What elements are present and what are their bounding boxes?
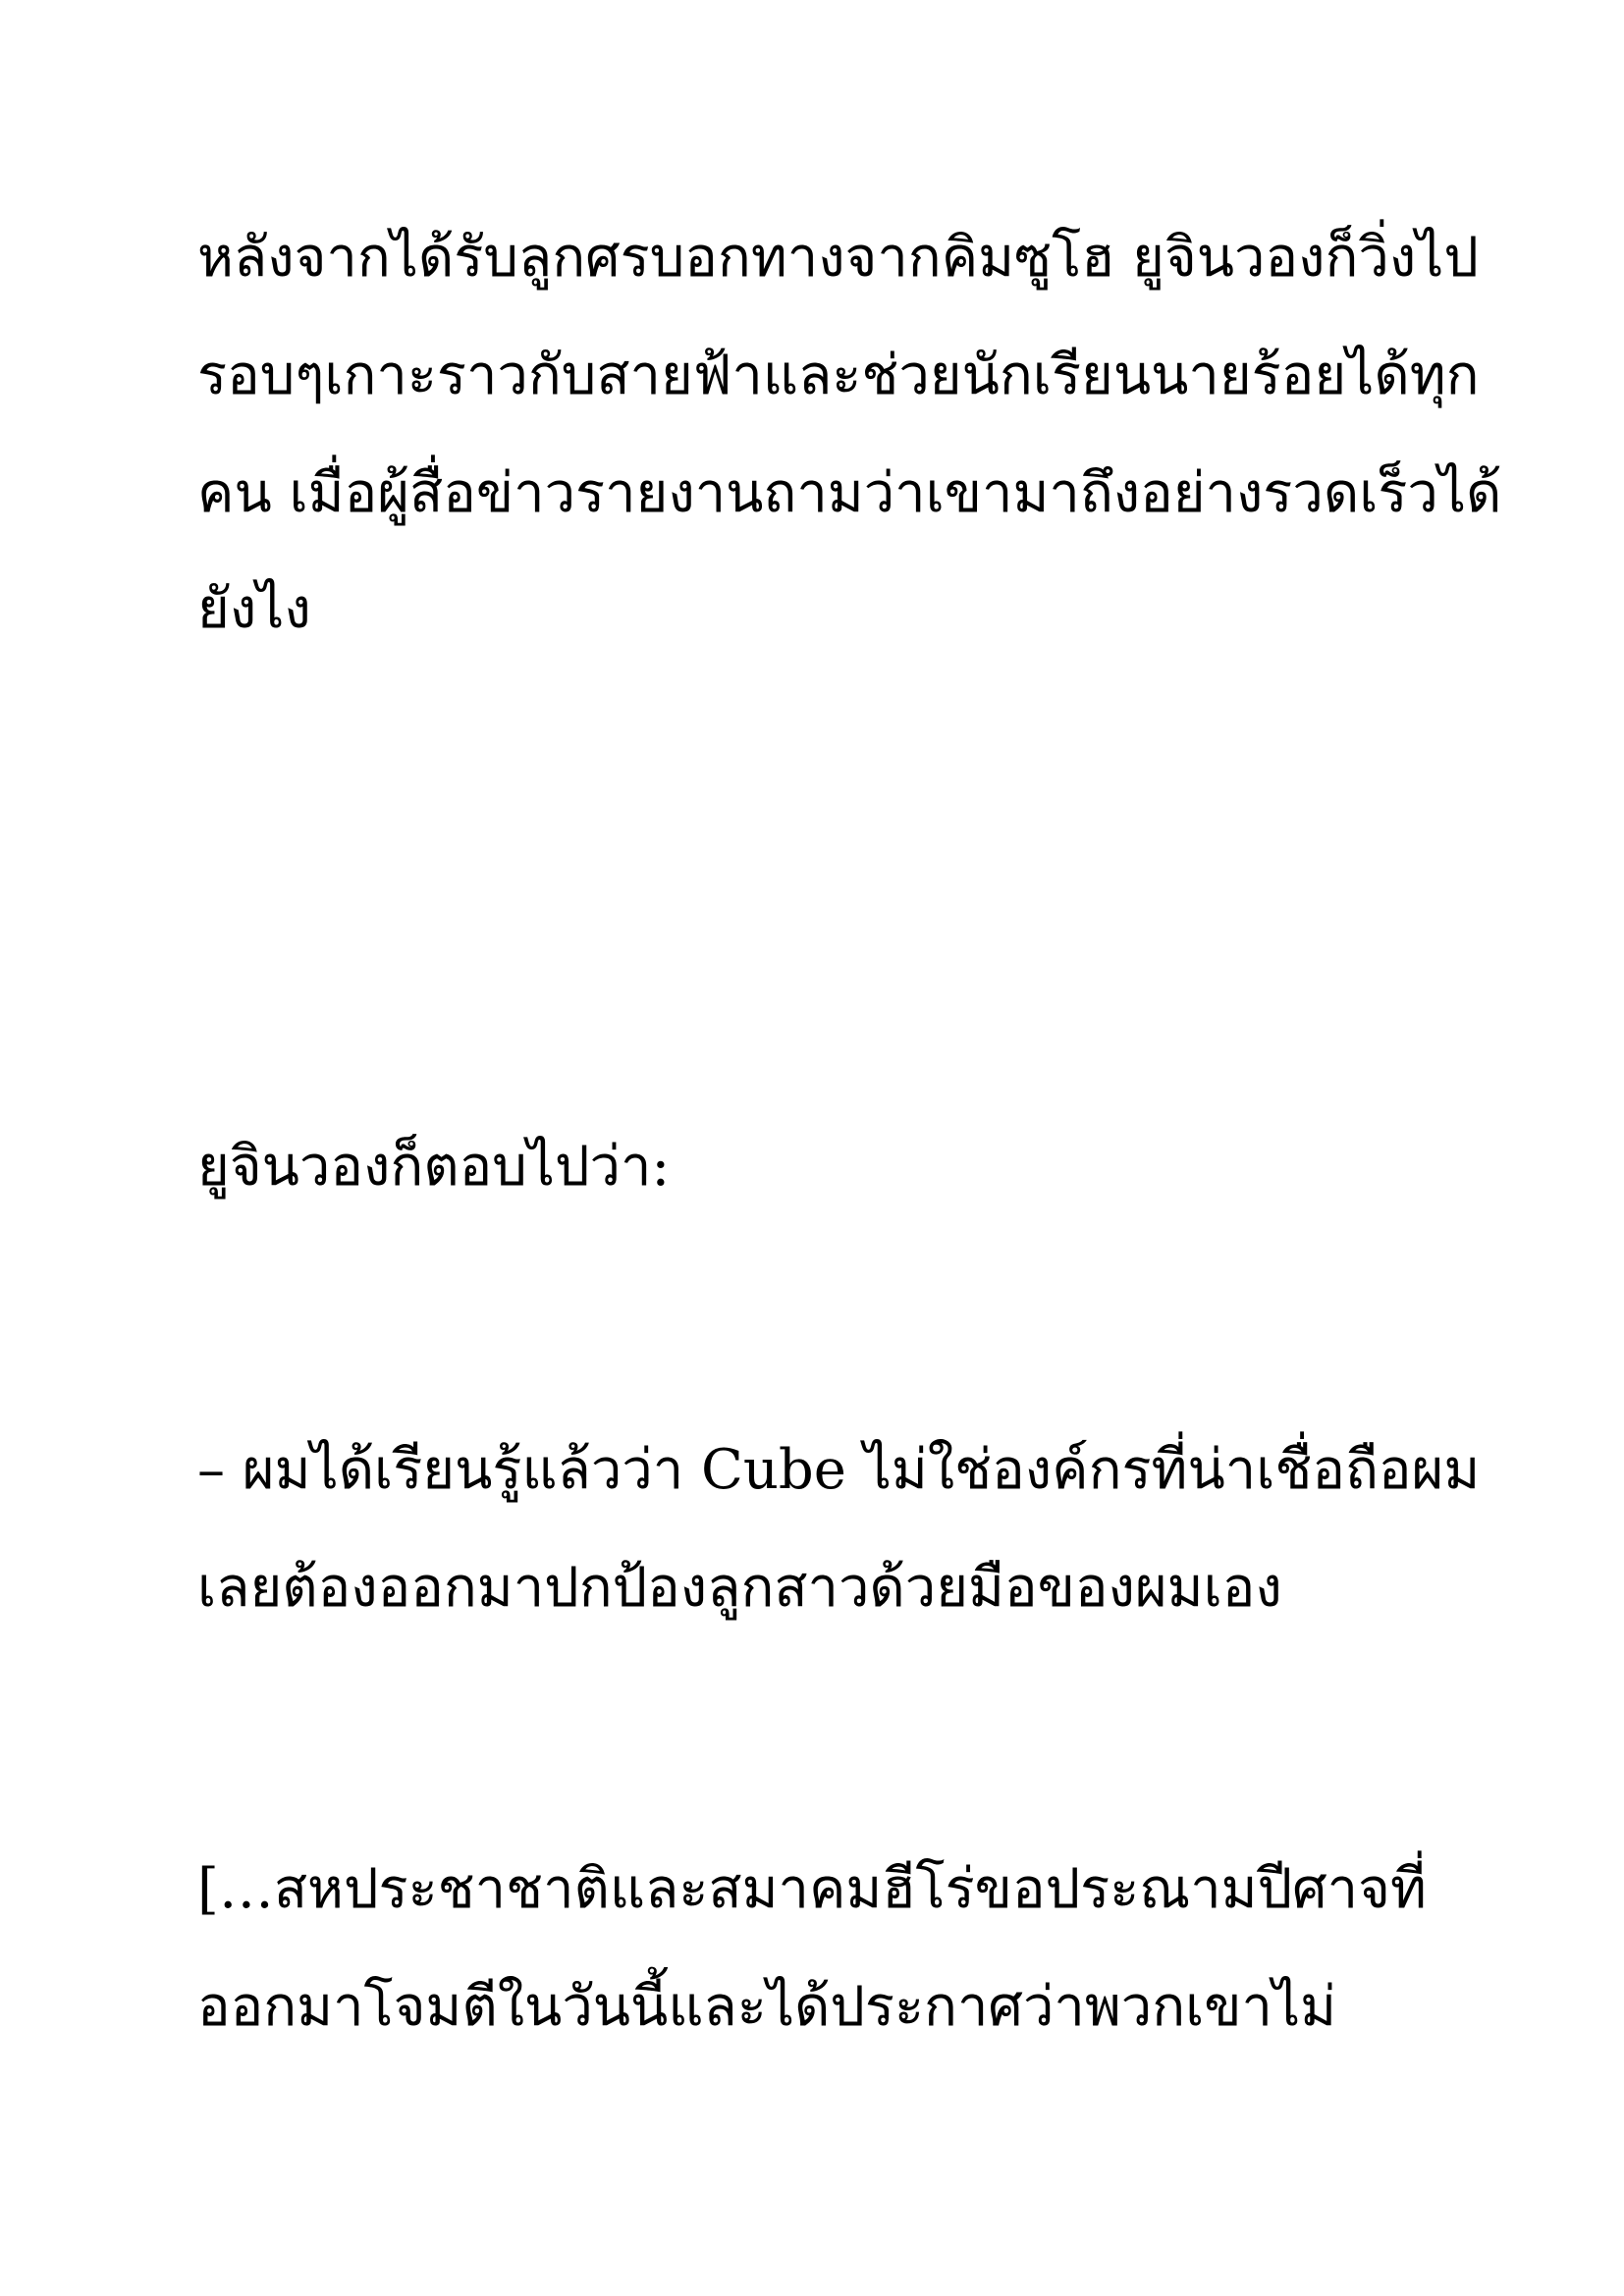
text-line: เลยต้องออกมาปกป้องลูกสาวด้วยมือของผมเอง xyxy=(197,1556,1282,1620)
text-line: หลังจากได้รับลูกศรบอกทางจากคิมซูโฮ ยูจินวองก็วิ่งไป xyxy=(197,226,1479,290)
text-line: […สหประชาชาติและสมาคมฮีโร่ขอประณามปีศาจที่ xyxy=(197,1857,1427,1921)
text-line: ยูจินวองก็ตอบไปว่า: xyxy=(197,1135,671,1199)
text-line: รอบๆเกาะราวกับสายฟ้าและช่วยนักเรียนนายร้อยได้ทุก xyxy=(197,344,1480,407)
text-line: คน เมื่อผู้สื่อข่าวรายงานถามว่าเขามาถึงอย่างรวดเร็วได้ xyxy=(197,461,1502,525)
text-line: ยังไง xyxy=(197,577,311,641)
text-line: – ผมได้เรียนรู้แล้วว่า Cube ไม่ใช่องค์กรที่น่าเชื่อถือผม xyxy=(197,1438,1481,1502)
text-line: ออกมาโจมตีในวันนี้และได้ประกาศว่าพวกเขาไม่ xyxy=(197,1975,1337,2039)
